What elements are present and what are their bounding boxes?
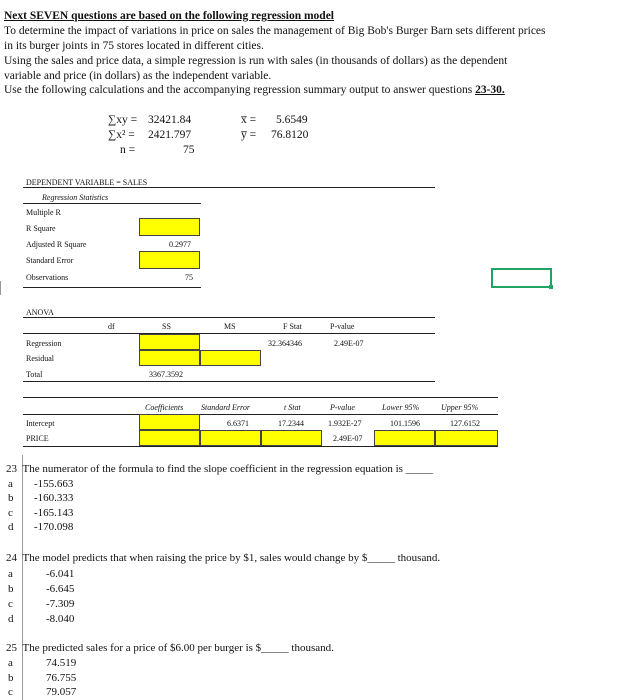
divider [23,187,435,188]
observations-value: 75 [185,273,193,282]
price-label: PRICE [26,434,49,443]
intercept-p-value: 1.932E-27 [328,419,362,428]
coef-header-lower95: Lower 95% [382,403,420,412]
option-letter[interactable]: d [8,613,14,625]
sum-xy-label: ∑xy = [108,114,138,126]
divider [23,446,498,447]
stat-row-observations: Observations [26,273,69,282]
option-letter[interactable]: d [8,521,14,533]
anova-header-df: df [108,322,115,331]
divider [23,381,435,382]
anova-header-ms: MS [224,322,236,331]
regression-ss-answer-box[interactable] [139,334,200,350]
ybar-value: 76.8120 [271,129,309,141]
stat-row-multiple-r: Multiple R [26,208,61,217]
anova-header-fstat: F Stat [283,322,302,331]
option-value[interactable]: -170.098 [34,521,74,533]
intercept-t-stat: 17.2344 [278,419,304,428]
selected-cell[interactable] [491,268,552,288]
option-letter[interactable]: b [8,492,14,504]
n-label: n = [120,144,136,156]
xbar-value: 5.6549 [276,114,308,126]
coef-header-pvalue: P-value [330,403,355,412]
option-letter[interactable]: b [8,583,14,595]
residual-ms-answer-box[interactable] [200,350,261,366]
anova-row-regression: Regression [26,339,62,348]
intro-line-2: in its burger joints in 75 stores located in different cities. [4,40,264,52]
option-value[interactable]: -7.309 [46,598,75,610]
intercept-standard-error: 6.6371 [227,419,249,428]
question-25 [6,642,334,654]
option-value[interactable]: -6.645 [46,583,75,595]
option-value[interactable]: -8.040 [46,613,75,625]
gridline [22,455,23,700]
question-24 [6,552,440,564]
question-number: 24 [6,552,17,564]
sum-xy-value: 32421.84 [148,114,192,126]
anova-header-ss: SS [162,322,171,331]
price-p-value: 2.49E-07 [333,434,363,443]
intercept-upper-95: 127.6152 [450,419,480,428]
option-letter[interactable]: c [8,686,13,698]
divider [23,203,201,204]
question-number: 25 [6,642,17,654]
option-value[interactable]: 74.519 [46,657,77,669]
divider [23,287,201,288]
standard-error-answer-box[interactable] [139,251,200,269]
option-value[interactable]: -6.041 [46,568,75,580]
option-value[interactable]: 79.057 [46,686,77,698]
intro-line-1: To determine the impact of variations in price on sales the management of Big Bob's Burger Barn sets different prices [4,25,546,37]
adj-r-square-value: 0.2977 [169,240,191,249]
option-letter[interactable]: a [8,568,13,580]
question-number: 23 [6,463,17,475]
instruction-range: 23-30. [475,84,505,96]
dependent-variable-label: DEPENDENT VARIABLE = SALES [26,178,148,187]
coef-header-tstat: t Stat [284,403,301,412]
regression-stats-title: Regression Statistics [42,193,109,202]
residual-ss-answer-box[interactable] [139,350,200,366]
question-text: The model predicts that when raising the price by $1, sales would change by $_____ thousand. [22,552,441,564]
total-ss-value: 3367.3592 [149,370,183,379]
intercept-coefficient-answer-box[interactable] [139,414,200,430]
anova-header-pvalue: P-value [330,322,355,331]
gridline [0,281,1,295]
n-value: 75 [183,144,195,156]
intro-line-4: variable and price (in dollars) as the independent variable. [4,70,272,82]
stat-row-adj-r-square: Adjusted R Square [26,240,87,249]
price-lower-95-answer-box[interactable] [374,430,435,446]
anova-row-total: Total [26,370,43,379]
option-value[interactable]: -155.663 [34,478,74,490]
page-title: Next SEVEN questions are based on the following regression model [4,10,335,22]
sum-x2-value: 2421.797 [148,129,192,141]
price-upper-95-answer-box[interactable] [435,430,498,446]
anova-row-residual: Residual [26,354,54,363]
option-letter[interactable]: b [8,672,14,684]
r-square-answer-box[interactable] [139,218,200,236]
coef-header-upper95: Upper 95% [441,403,479,412]
divider [23,333,435,334]
option-letter[interactable]: c [8,598,13,610]
stat-row-standard-error: Standard Error [26,256,74,265]
intercept-label: Intercept [26,419,55,428]
ybar-label: y̅ = [241,129,257,141]
option-value[interactable]: 76.755 [46,672,77,684]
option-value[interactable]: -160.333 [34,492,74,504]
instruction-line [4,83,505,98]
f-stat-value: 32.364346 [268,339,302,348]
question-text: The predicted sales for a price of $6.00 per burger is $_____ thousand. [22,642,334,654]
stat-row-r-square: R Square [26,224,56,233]
coef-header-standard-error: Standard Error [201,403,250,412]
anova-title: ANOVA [26,308,54,317]
fill-handle[interactable] [549,285,553,289]
sum-x2-label: ∑x² = [108,129,135,141]
coef-header-coefficients: Coefficients [145,403,184,412]
divider [23,414,498,415]
xbar-label: x̅ = [241,114,257,126]
divider [23,397,498,398]
price-t-stat-answer-box[interactable] [261,430,322,446]
divider [23,317,435,318]
question-23 [6,463,433,475]
price-coefficient-answer-box[interactable] [139,430,200,446]
option-value[interactable]: -165.143 [34,507,74,519]
option-letter[interactable]: c [8,507,13,519]
instruction-prefix: Use the following calculations and the accompanying regression summary output to answer questions [4,84,476,96]
intercept-lower-95: 101.1596 [390,419,420,428]
anova-p-value: 2.49E-07 [334,339,364,348]
option-letter[interactable]: a [8,657,13,669]
question-text: The numerator of the formula to find the slope coefficient in the regression equation is _____ [22,463,434,475]
price-standard-error-answer-box[interactable] [200,430,261,446]
intro-line-3: Using the sales and price data, a simple regression is run with sales (in thousands of dollars) as the dependent [4,55,508,67]
option-letter[interactable]: a [8,478,13,490]
